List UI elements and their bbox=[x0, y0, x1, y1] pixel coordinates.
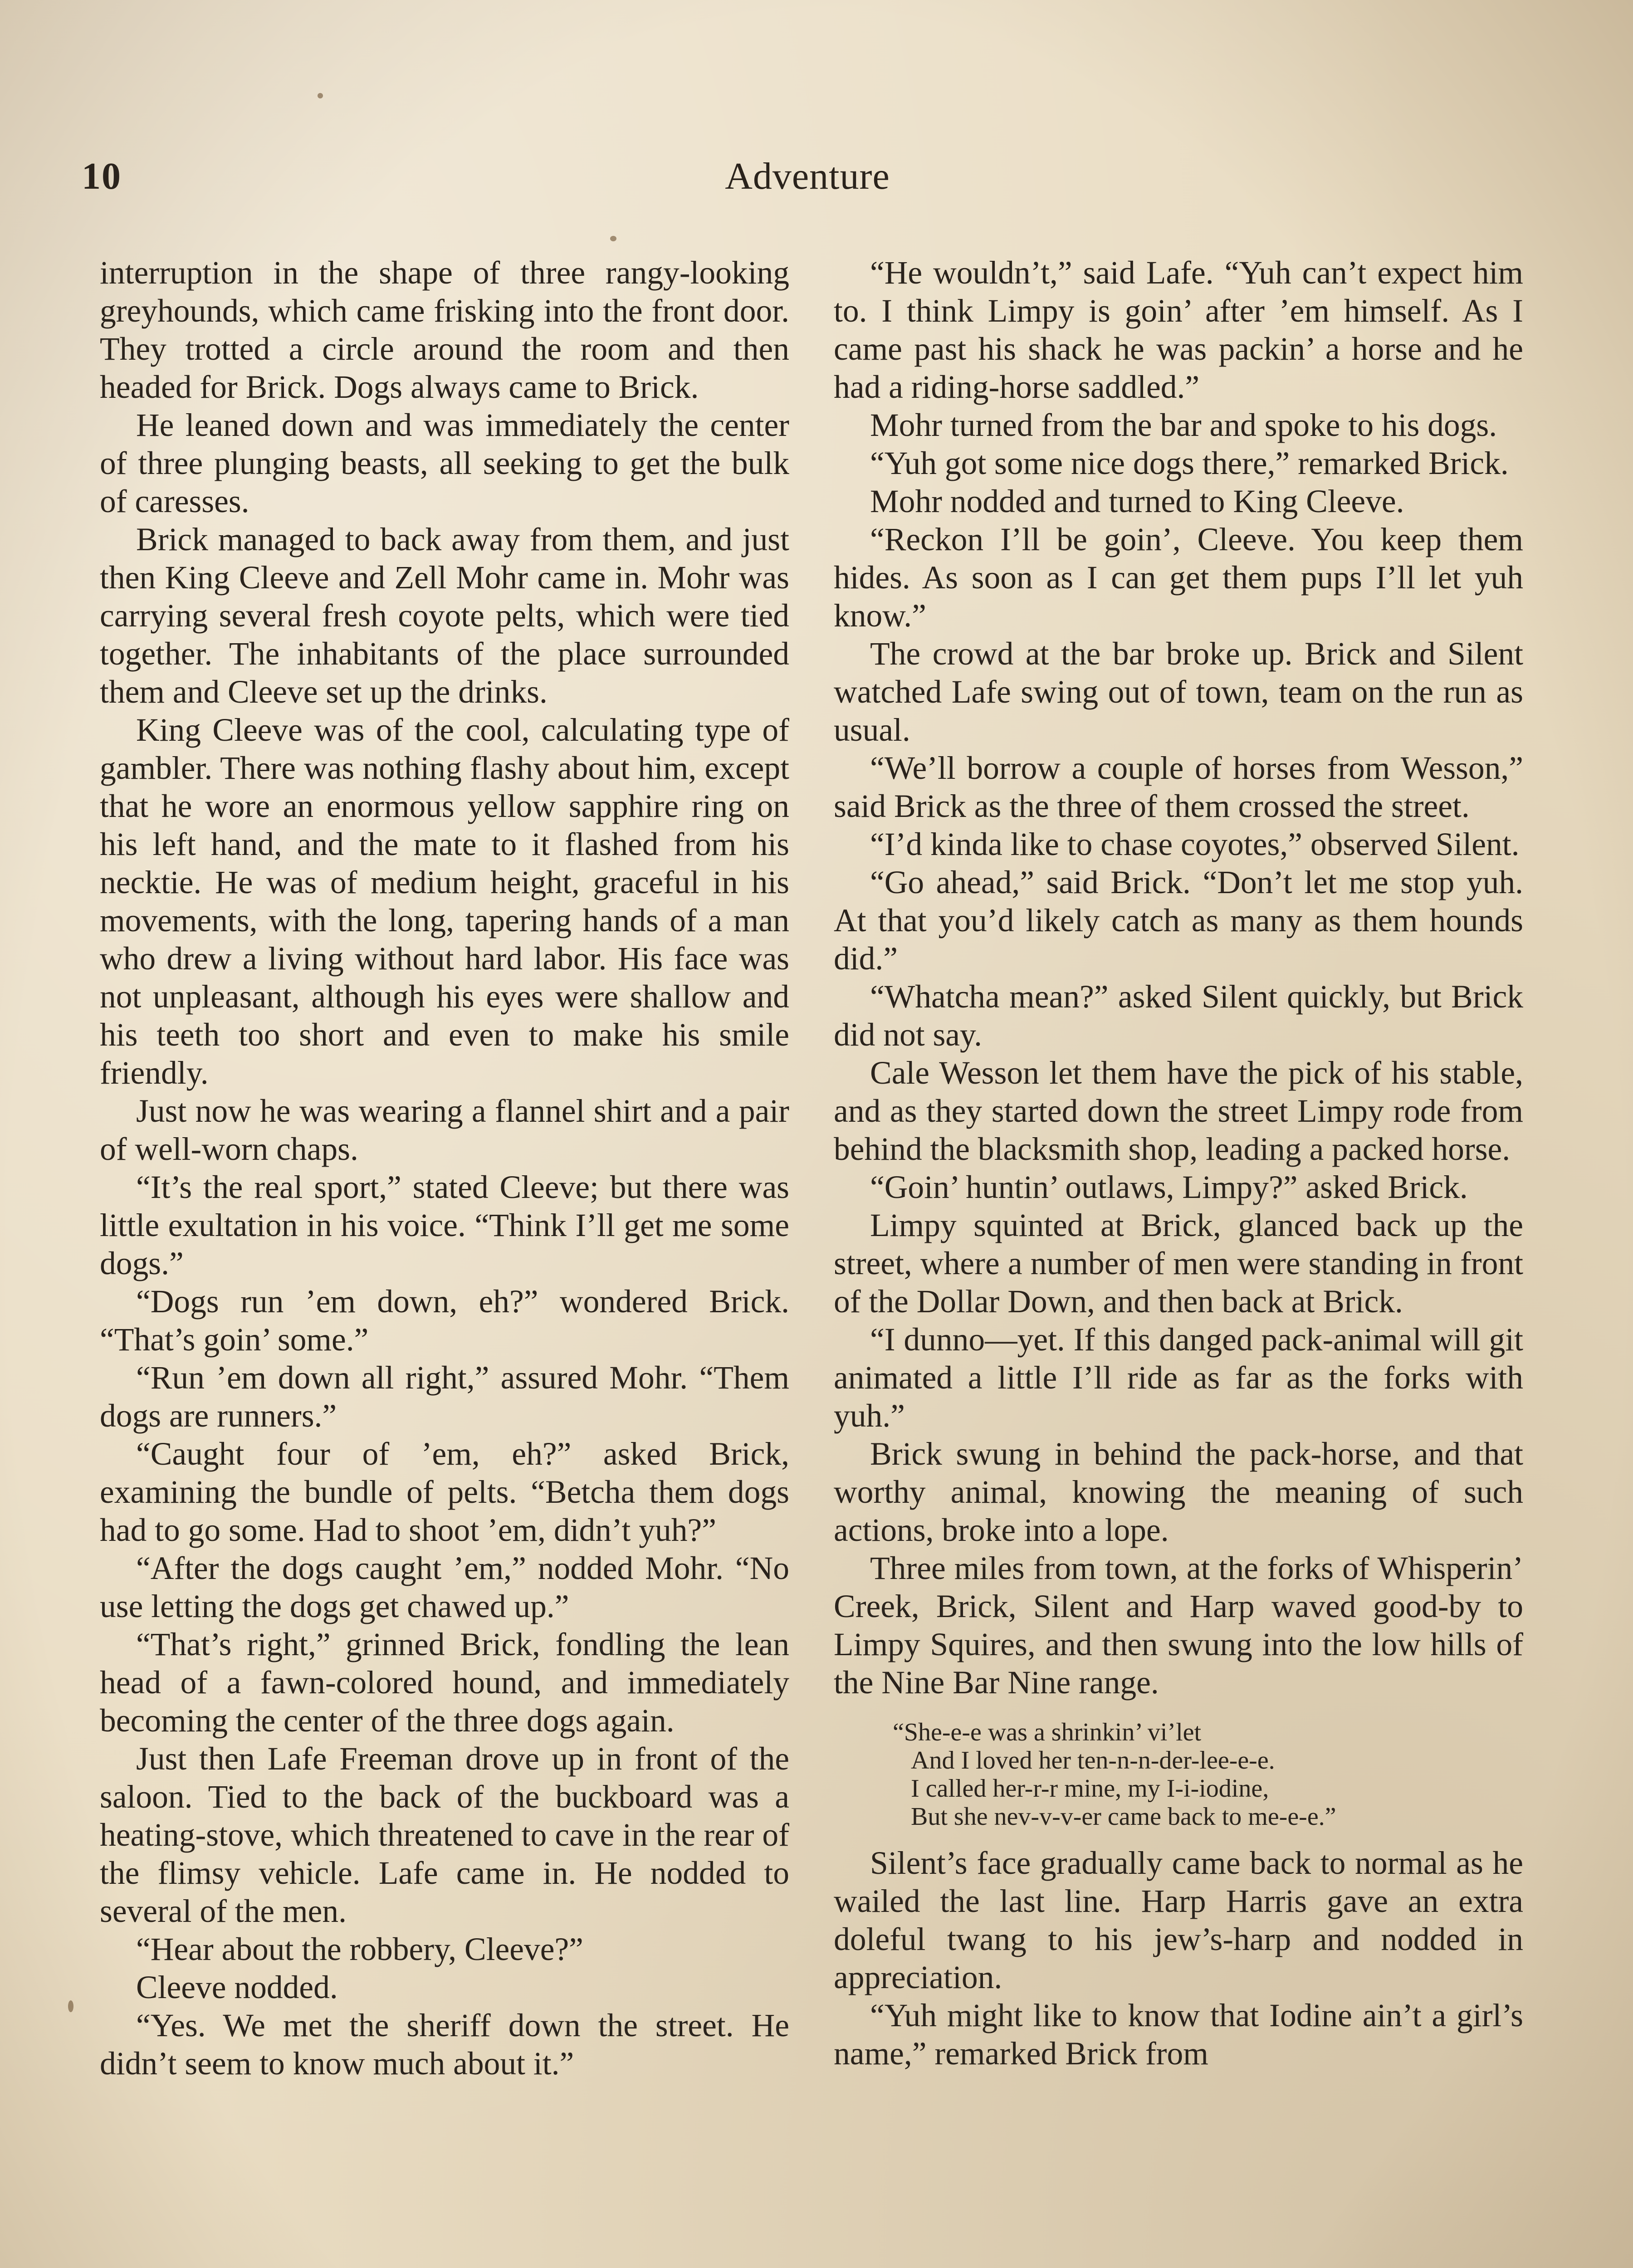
right-column-text-before-poem bbox=[834, 254, 1523, 1702]
paragraph: “Goin’ huntin’ outlaws, Limpy?” asked Brick. bbox=[870, 1169, 1468, 1205]
paragraph: “I’d kinda like to chase coyotes,” observed Silent. bbox=[870, 826, 1520, 862]
paragraph: “Whatcha mean?” asked Silent quickly, but Brick did not say. bbox=[834, 979, 1523, 1053]
paragraph: Mohr nodded and turned to King Cleeve. bbox=[870, 484, 1404, 519]
paragraph: “Run ’em down all right,” assured Mohr. “Them dogs are runners.” bbox=[100, 1360, 789, 1434]
paragraph: Three miles from town, at the forks of Whisperin’ Creek, Brick, Silent and Harp waved good-by to Limpy Squires, and then swung into the low hills of the Nine Bar Nine range. bbox=[834, 1550, 1523, 1701]
paragraph: “I dunno—yet. If this danged pack-animal will git animated a little I’ll ride as far as the forks with yuh.” bbox=[834, 1322, 1523, 1434]
paragraph: “That’s right,” grinned Brick, fondling the lean head of a fawn-colored hound, and immediately becoming the center of the three dogs again. bbox=[100, 1627, 789, 1739]
paragraph: Cleeve nodded. bbox=[136, 1970, 338, 2005]
right-column-text-after-poem bbox=[834, 1844, 1523, 2073]
paragraph: King Cleeve was of the cool, calculating type of gambler. There was nothing flashy about him, except that he wore an enormous yellow sapphire ring on his left hand, and the mate to it flashed from his necktie. He was of medium height, graceful in his movements, with the long, tapering hands of a man who drew a living without hard labor. His face was not unpleasant, although his eyes were shallow and his teeth too short and even to make his smile friendly. bbox=[100, 712, 789, 1091]
paragraph: “We’ll borrow a couple of horses from Wesson,” said Brick as the three of them crossed the street. bbox=[834, 750, 1523, 824]
paragraph: “Yuh might like to know that Iodine ain’t a girl’s name,” remarked Brick from bbox=[834, 1998, 1523, 2072]
paper-speck bbox=[610, 236, 616, 241]
paper-speck bbox=[68, 2000, 73, 2012]
paragraph: “Yes. We met the sheriff down the street. He didn’t seem to know much about it.” bbox=[100, 2008, 789, 2082]
paragraph: Brick swung in behind the pack-horse, and that worthy animal, knowing the meaning of such actions, broke into a lope. bbox=[834, 1436, 1523, 1548]
page-number: 10 bbox=[82, 155, 122, 197]
paragraph: Mohr turned from the bar and spoke to his dogs. bbox=[870, 407, 1497, 443]
song-verse bbox=[893, 1718, 1523, 1831]
paper-speck bbox=[318, 93, 323, 98]
paragraph: Silent’s face gradually came back to normal as he wailed the last line. Harp Harris gave an extra doleful twang to his jew’s-harp and nodded in appreciation. bbox=[834, 1845, 1523, 1995]
paragraph: “He wouldn’t,” said Lafe. “Yuh can’t expect him to. I think Limpy is goin’ after ’em himself. As I came past his shack he was packin’ a horse and he had a riding-horse saddled.” bbox=[834, 255, 1523, 405]
paragraph: “Hear about the robbery, Cleeve?” bbox=[136, 1931, 583, 1967]
right-column bbox=[834, 254, 1523, 2073]
paragraph: Brick managed to back away from them, and just then King Cleeve and Zell Mohr came in. Mohr was carrying several fresh coyote pelts, which were tied together. The inhabitants of the place surrounded them and Cleeve set up the drinks. bbox=[100, 522, 789, 710]
paragraph: “Reckon I’ll be goin’, Cleeve. You keep them hides. As soon as I can get them pups I’ll let yuh know.” bbox=[834, 522, 1523, 634]
paragraph: “After the dogs caught ’em,” nodded Mohr. “No use letting the dogs get chawed up.” bbox=[100, 1550, 789, 1624]
running-head: Adventure bbox=[725, 155, 890, 197]
verse-line: And I loved her ten-n-n-der-lee-e-e. bbox=[911, 1746, 1275, 1774]
paragraph: The crowd at the bar broke up. Brick and Silent watched Lafe swing out of town, team on the run as usual. bbox=[834, 636, 1523, 748]
verse-line: But she nev-v-v-er came back to me-e-e.” bbox=[911, 1803, 1336, 1831]
left-column bbox=[100, 254, 789, 2083]
paragraph: Limpy squinted at Brick, glanced back up the street, where a number of men were standing in front of the Dollar Down, and then back at Brick. bbox=[834, 1207, 1523, 1320]
verse-line: “She-e-e was a shrinkin’ vi’let bbox=[893, 1718, 1202, 1746]
paragraph: Just now he was wearing a flannel shirt and a pair of well-worn chaps. bbox=[100, 1093, 789, 1167]
paragraph: Cale Wesson let them have the pick of his stable, and as they started down the street Limpy rode from behind the blacksmith shop, leading a packed horse. bbox=[834, 1055, 1523, 1167]
paragraph: He leaned down and was immediately the center of three plunging beasts, all seeking to get the bulk of caresses. bbox=[100, 407, 789, 519]
verse-line: I called her-r-r mine, my I-i-iodine, bbox=[911, 1774, 1269, 1803]
paragraph: “Dogs run ’em down, eh?” wondered Brick. “That’s goin’ some.” bbox=[100, 1284, 789, 1358]
paragraph: interruption in the shape of three rangy-looking greyhounds, which came frisking into the front door. They trotted a circle around the room and then headed for Brick. Dogs always came to Brick. bbox=[100, 255, 789, 405]
paragraph: “It’s the real sport,” stated Cleeve; but there was little exultation in his voice. “Think I’ll get me some dogs.” bbox=[100, 1169, 789, 1281]
paragraph: Just then Lafe Freeman drove up in front of the saloon. Tied to the back of the buckboard was a heating-stove, which threatened to cave in the rear of the flimsy vehicle. Lafe came in. He nodded to several of the men. bbox=[100, 1741, 789, 1929]
page-header bbox=[82, 154, 1533, 218]
paragraph: “Caught four of ’em, eh?” asked Brick, examining the bundle of pelts. “Betcha them dogs had to go some. Had to shoot ’em, didn’t yuh?” bbox=[100, 1436, 789, 1548]
paragraph: “Go ahead,” said Brick. “Don’t let me stop yuh. At that you’d likely catch as many as them hounds did.” bbox=[834, 865, 1523, 977]
paragraph: “Yuh got some nice dogs there,” remarked Brick. bbox=[870, 445, 1509, 481]
